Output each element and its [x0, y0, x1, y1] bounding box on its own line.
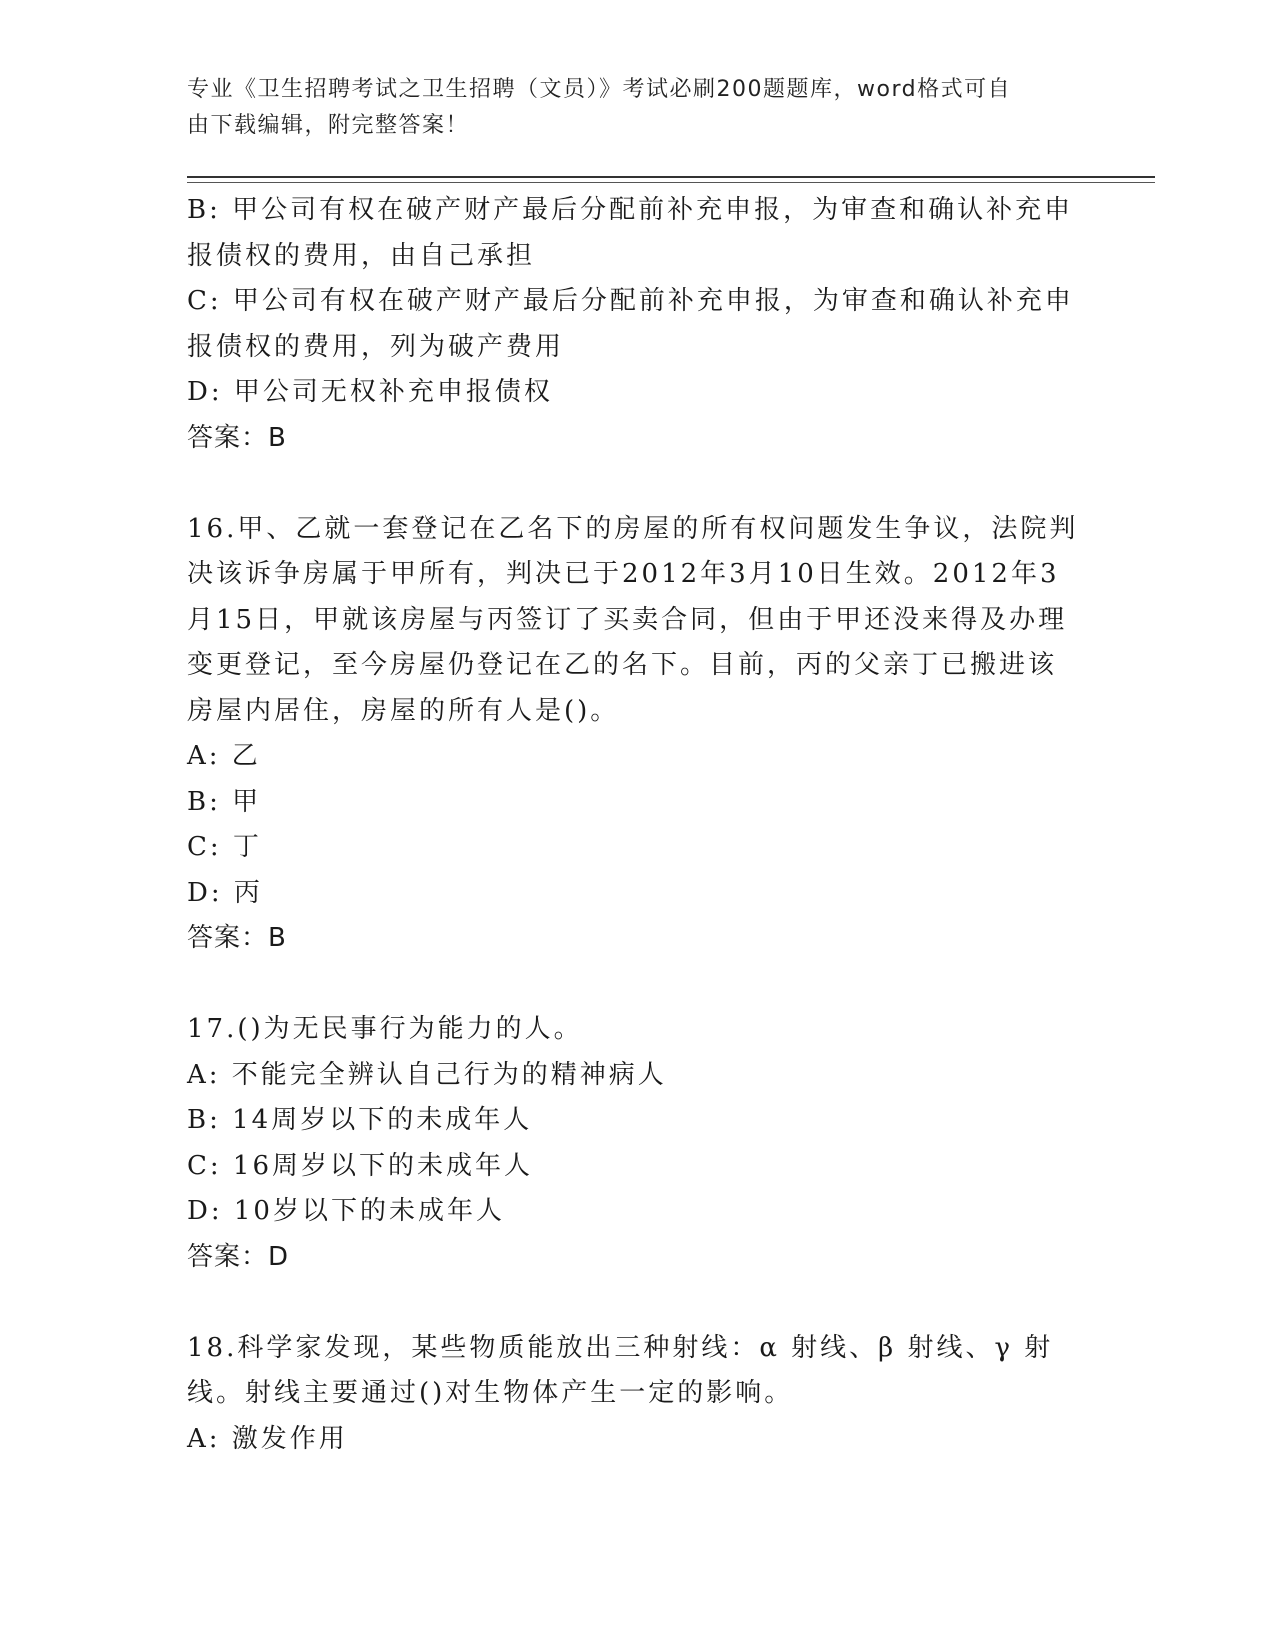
q17-option-c: C: 16周岁以下的未成年人	[187, 1150, 534, 1181]
q16-option-d: D: 丙	[187, 877, 263, 908]
header-divider-thin	[187, 182, 1155, 183]
q17-option-d: D: 10岁以下的未成年人	[187, 1196, 505, 1226]
q17-option-b: B: 14周岁以下的未成年人	[187, 1105, 533, 1135]
question-16	[187, 507, 1087, 962]
q16-answer: 答案：B	[187, 923, 287, 953]
q16-stem-line: 16.甲、乙就一套登记在乙名下的房屋的所有权问题发生争议，法院判	[187, 513, 1079, 544]
q15-answer: 答案：B	[187, 422, 287, 453]
document-header	[187, 72, 1077, 144]
q18-stem-line: 18.科学家发现，某些物质能放出三种射线：α 射线、β 射线、γ 射	[187, 1332, 1054, 1363]
header-divider-thick	[187, 176, 1155, 178]
q15-option-c-line-2: 报债权的费用，列为破产费用	[187, 331, 565, 362]
header-line-2: 由下载编辑，附完整答案！	[187, 113, 470, 138]
spacer	[187, 461, 1087, 507]
q15-option-c-line-1: C: 甲公司有权在破产财产最后分配前补充申报，为审查和确认补充申	[187, 286, 1074, 316]
header-line-1: 专业《卫生招聘考试之卫生招聘（文员）》考试必刷200题题库，word格式可自	[187, 77, 1012, 102]
q16-option-a: A: 乙	[187, 741, 261, 771]
q18-stem-line: 线。射线主要通过()对生物体产生一定的影响。	[187, 1378, 794, 1408]
q18-option-a: A: 激发作用	[187, 1423, 348, 1454]
q17-option-a: A: 不能完全辨认自己行为的精神病人	[187, 1059, 667, 1090]
question-15-tail	[187, 188, 1087, 461]
q16-stem-line: 变更登记，至今房屋仍登记在乙的名下。目前，丙的父亲丁已搬进该	[187, 650, 1058, 680]
spacer	[187, 962, 1087, 1008]
q16-stem-line: 决该诉争房属于甲所有，判决已于2012年3月10日生效。2012年3	[187, 559, 1060, 589]
question-17	[187, 1007, 1087, 1280]
q17-answer: 答案：D	[187, 1241, 290, 1272]
q15-option-b-line-2: 报债权的费用，由自己承担	[187, 240, 536, 271]
document-body	[187, 188, 1087, 1462]
q16-option-c: C: 丁	[187, 832, 262, 862]
q16-stem-line: 房屋内居住，房屋的所有人是()。	[187, 695, 620, 726]
q17-stem: 17.()为无民事行为能力的人。	[187, 1014, 583, 1044]
q15-option-d: D: 甲公司无权补充申报债权	[187, 377, 553, 407]
q16-stem-line: 月15日，甲就该房屋与丙签订了买卖合同，但由于甲还没来得及办理	[187, 604, 1068, 635]
spacer	[187, 1280, 1087, 1326]
q15-option-b-line-1: B: 甲公司有权在破产财产最后分配前补充申报，为审查和确认补充申	[187, 195, 1074, 225]
q16-option-b: B: 甲	[187, 786, 262, 817]
question-18	[187, 1326, 1087, 1463]
